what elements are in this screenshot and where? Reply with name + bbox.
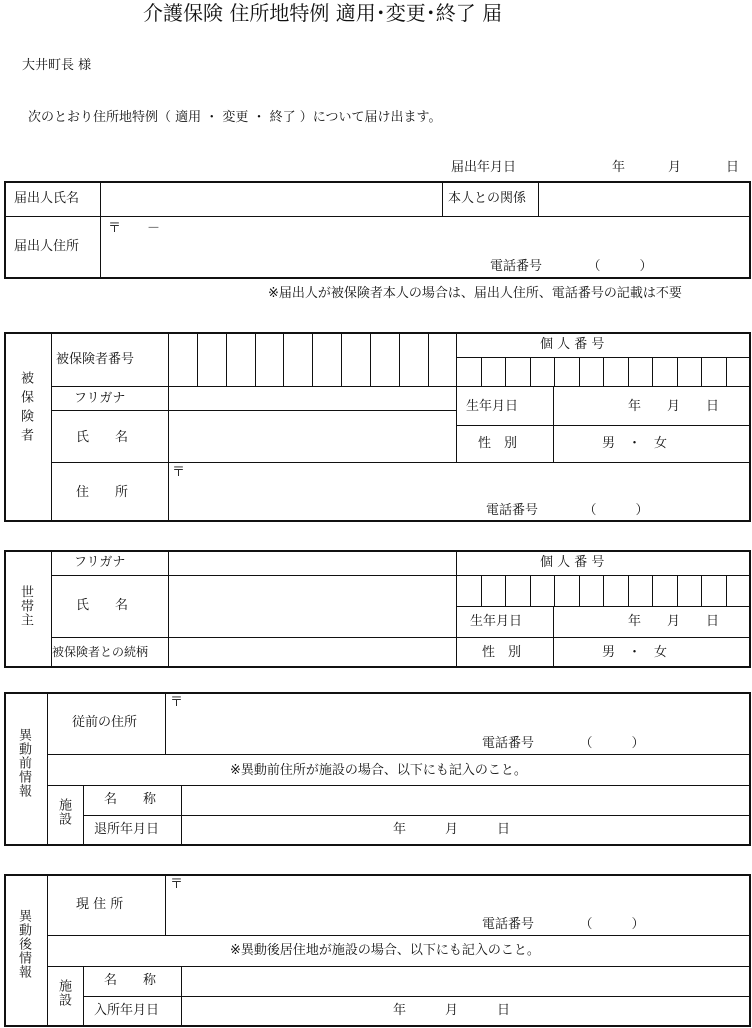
notifier-name-field[interactable]: [102, 183, 440, 214]
addressee: 大井町長 様: [22, 58, 92, 73]
after-section-label: 異動後情報: [16, 909, 31, 979]
notifier-note: ※届出人が被保険者本人の場合は、届出人住所、電話番号の記載は不要: [268, 286, 682, 301]
after-address-field[interactable]: [167, 876, 748, 933]
householder-personal-number-label: 個 人 番 号: [540, 555, 605, 570]
insured-name-label: 氏 名: [76, 430, 129, 445]
insured-personal-number-field[interactable]: [458, 359, 748, 384]
insured-phone: 電話番号 （ ）: [486, 503, 649, 518]
before-address-field[interactable]: [167, 694, 748, 752]
after-date-value[interactable]: 年 月 日: [393, 1003, 511, 1018]
notifier-name-label: 届出人氏名: [14, 191, 80, 206]
before-facility-name-label: 名 称: [104, 792, 157, 807]
intro-text: 次のとおり住所地特例（ 適用 ・ 変更 ・ 終了 ）について届け出ます。: [28, 110, 442, 125]
householder-section-label: 世帯主: [18, 585, 33, 627]
page-title: 介護保険 住所地特例 適用･変更･終了 届: [143, 1, 503, 25]
after-postal: 〒: [170, 877, 184, 892]
before-facility-note: ※異動前住所が施設の場合、以下にも記入のこと。: [230, 763, 527, 778]
before-facility-label: 施設: [56, 798, 71, 826]
insured-gender-value[interactable]: 男 ・ 女: [602, 436, 668, 451]
notifier-postal: 〒 －: [108, 221, 161, 236]
after-facility-name-field[interactable]: [183, 968, 748, 994]
insured-gender-label: 性 別: [478, 436, 518, 451]
date-day: 日: [726, 160, 740, 175]
after-facility-note: ※異動後居住地が施設の場合、以下にも記入のこと。: [230, 943, 540, 958]
insured-birth-label: 生年月日: [466, 399, 519, 414]
householder-gender-value[interactable]: 男 ・ 女: [602, 645, 668, 660]
before-facility-name-field[interactable]: [183, 787, 748, 813]
householder-birth-label: 生年月日: [470, 614, 523, 629]
before-date-value[interactable]: 年 月 日: [393, 822, 511, 837]
householder-relation-label: 被保険者との続柄: [52, 645, 149, 659]
before-postal: 〒: [170, 695, 184, 710]
insured-number-field[interactable]: [170, 334, 454, 384]
after-facility-name-label: 名 称: [104, 973, 157, 988]
relation-label: 本人との関係: [448, 191, 527, 206]
insured-name-field[interactable]: [170, 412, 454, 460]
householder-furigana-label: フリガナ: [74, 555, 126, 570]
date-label: 届出年月日: [451, 160, 517, 175]
notifier-phone: 電話番号 （ ）: [490, 259, 653, 274]
householder-name-field[interactable]: [170, 577, 454, 635]
insured-birth-value[interactable]: 年 月 日: [628, 399, 720, 414]
date-month: 月: [668, 160, 682, 175]
after-address-label: 現 住 所: [76, 897, 124, 912]
householder-personal-number-field[interactable]: [458, 577, 748, 604]
insured-furigana-field[interactable]: [170, 388, 454, 408]
before-section-label: 異動前情報: [16, 728, 31, 798]
insured-address-label: 住 所: [76, 485, 129, 500]
after-date-label: 入所年月日: [94, 1003, 160, 1018]
relation-field[interactable]: [540, 183, 748, 214]
after-facility-label: 施設: [56, 979, 71, 1007]
householder-relation-field[interactable]: [170, 639, 454, 666]
insured-postal: 〒: [172, 465, 186, 480]
insured-section-label: 被保険者: [18, 371, 33, 447]
before-phone: 電話番号 （ ）: [482, 736, 645, 751]
householder-birth-value[interactable]: 年 月 日: [628, 614, 720, 629]
after-phone: 電話番号 （ ）: [482, 917, 645, 932]
before-address-label: 従前の住所: [72, 715, 138, 730]
householder-name-label: 氏 名: [76, 598, 129, 613]
insured-number-label: 被保険者番号: [56, 352, 135, 367]
householder-furigana-field[interactable]: [170, 552, 454, 573]
before-date-label: 退所年月日: [94, 822, 160, 837]
notifier-address-label: 届出人住所: [14, 239, 80, 254]
householder-gender-label: 性 別: [482, 645, 522, 660]
insured-personal-number-label: 個 人 番 号: [540, 337, 605, 352]
insured-address-field[interactable]: [170, 464, 748, 520]
date-year: 年: [612, 160, 626, 175]
insured-furigana-label: フリガナ: [74, 391, 126, 406]
